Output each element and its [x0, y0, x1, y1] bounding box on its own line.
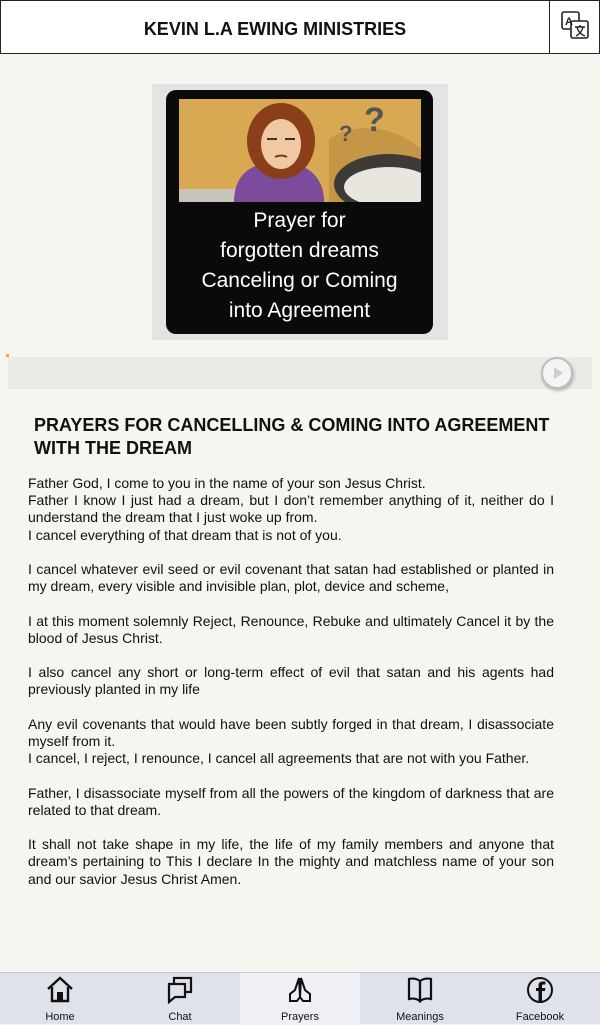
nav-label: Chat	[168, 1011, 192, 1023]
prayer-line: I at this moment solemnly Reject, Renounce, Rebuke and ultimately Cancel it by the blood of Jesus Christ.	[28, 612, 554, 646]
audio-player-bar[interactable]	[8, 357, 592, 389]
nav-prayers[interactable]	[240, 973, 360, 1025]
prayer-title-line: WITH THE DREAM	[34, 438, 192, 458]
prayer-line: I also cancel any short or long-term effect of evil that satan and his agents had previously planted in my life	[28, 664, 554, 698]
prayer-paragraph	[28, 664, 554, 698]
translate-icon	[560, 10, 590, 45]
prayer-paragraph	[28, 613, 554, 647]
prayer-paragraph	[28, 785, 554, 819]
prayer-line: I cancel everything of that dream that is not of you.	[28, 526, 342, 543]
banner-caption-line: into Agreement	[228, 299, 371, 322]
svg-text:?: ?	[364, 101, 385, 139]
banner-caption-line: forgotten dreams	[220, 239, 379, 262]
prayer-paragraph	[28, 836, 554, 888]
banner-card	[166, 90, 433, 334]
prayer-line: I cancel, I reject, I renounce, I cancel all agreements that are not with you Father.	[28, 750, 530, 767]
prayer-line: Father, I disassociate myself from all the powers of the kingdom of darkness that are related to that dream.	[28, 784, 554, 818]
nav-chat[interactable]	[120, 973, 240, 1025]
app-title: KEVIN L.A EWING MINISTRIES	[0, 0, 550, 53]
translate-button[interactable]	[550, 0, 600, 53]
bottom-navigation	[0, 972, 600, 1024]
prayer-line: Father I know I just had a dream, but I don’t remember anything of it, neither do I understand the dream that I just woke up from.	[28, 492, 554, 526]
banner-caption-line: Prayer for	[253, 209, 346, 232]
prayer-paragraph	[28, 716, 554, 768]
prayer-line: Father God, I come to you in the name of your son Jesus Christ.	[28, 475, 426, 491]
prayer-paragraph	[28, 475, 554, 544]
nav-label: Home	[45, 1011, 75, 1023]
svg-text:?: ?	[339, 121, 353, 146]
prayer-line: It shall not take shape in my life, the life of my family members and anyone that dream’s pertaining to This I declare In the mighty and matchless name of your son and our savior Jesus Christ Amen.	[28, 836, 554, 887]
nav-facebook[interactable]	[480, 973, 600, 1025]
play-icon	[543, 374, 571, 391]
nav-label: Prayers	[281, 1011, 319, 1023]
prayer-paragraph	[28, 561, 554, 595]
banner-caption-line: Canceling or Coming	[201, 269, 398, 292]
app-header	[0, 0, 600, 54]
prayer-title	[34, 414, 554, 460]
banner-caption	[166, 206, 433, 326]
nav-home[interactable]	[0, 973, 120, 1025]
play-button[interactable]	[541, 357, 573, 389]
nav-label: Meanings	[396, 1011, 444, 1023]
prayer-banner-image	[152, 84, 448, 340]
prayer-line: Any evil covenants that would have been subtly forged in that dream, I disassociate myself from it.	[28, 715, 554, 749]
svg-text:A: A	[564, 15, 573, 28]
nav-meanings[interactable]	[360, 973, 480, 1025]
prayer-line: I cancel whatever evil seed or evil covenant that satan had established or planted in my dream, every visible and invisible plan, plot, device and scheme,	[28, 561, 554, 595]
prayer-body	[28, 475, 554, 905]
prayer-title-line: PRAYERS FOR CANCELLING & COMING INTO AGREEMENT	[34, 415, 550, 435]
nav-label: Facebook	[515, 1011, 565, 1023]
banner-illustration	[179, 99, 421, 202]
